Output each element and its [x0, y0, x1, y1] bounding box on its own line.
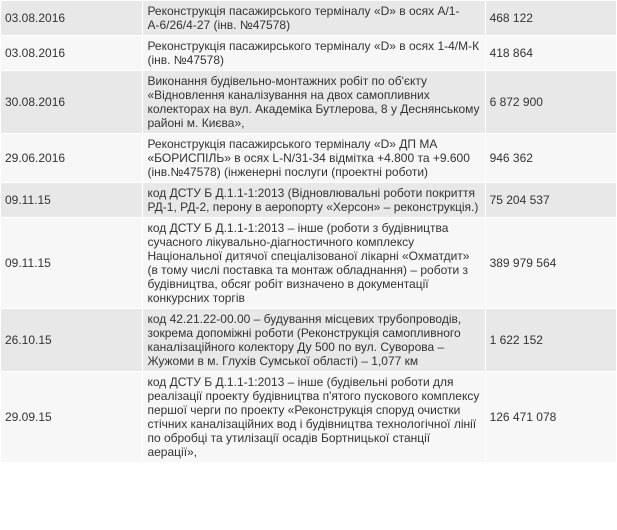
contract-amount: 1 622 152	[486, 309, 616, 371]
contract-description: Виконання будівельно-монтажних робіт по об'єкту «Відновлення каналізування на двох самопливних колекторах на вул. Академіка Бутлерова, 8 у Деснянському районі м. Києва»,	[143, 71, 484, 133]
contract-amount: 946 362	[486, 134, 616, 182]
contract-amount: 6 872 900	[486, 71, 616, 133]
table-row	[1, 134, 616, 182]
contract-description: Реконструкція пасажирського терміналу «D» в осях А/1-А-6/26/4-27 (інв. №47578)	[143, 1, 484, 35]
contract-description: код 42.21.22-00.00 – будування місцевих трубопроводів, зокрема допоміжні роботи (Реконструкція самопливного каналізаційного колектору Ду 500 по вул. Суворова – Жужоми в м. Глухів Сумської області) – 1,077 км	[143, 309, 484, 371]
table-row	[1, 309, 616, 371]
table-row	[1, 71, 616, 133]
contract-date: 30.08.2016	[1, 71, 142, 133]
contract-date: 29.09.15	[1, 372, 142, 462]
contract-description: код ДСТУ Б Д.1.1-1:2013 (Відновлювальні роботи покриття РД-1, РД-2, перону в аеропорту «Херсон» – реконструкція.)	[143, 183, 484, 217]
contract-description: код ДСТУ Б Д.1.1-1:2013 – інше (роботи з будівництва сучасного лікувально-діагностичного комплексу Національної дитячої спеціалізованої лікарні «Охматдит» (в тому числі поставка та монтаж обладнання) – роботи з будівництва, обсяг робіт визначено в документації конкурсних торгів	[143, 218, 484, 308]
table-row	[1, 36, 616, 70]
contract-date: 26.10.15	[1, 309, 142, 371]
contract-date: 03.08.2016	[1, 36, 142, 70]
contract-description: код ДСТУ Б Д.1.1-1:2013 – інше (будівельні роботи для реалізації проекту будівництва п'ятого пускового комплексу першої черги по проекту «Реконструкція споруд очистки стічних каналізаційних вод і будівництва технологічної лінії по обробці та утилізації осадів Бортницької станції аерації»,	[143, 372, 484, 462]
table-row	[1, 372, 616, 462]
contract-amount: 418 864	[486, 36, 616, 70]
contract-amount: 75 204 537	[486, 183, 616, 217]
contract-date: 29.06.2016	[1, 134, 142, 182]
contract-description: Реконструкція пасажирського терміналу «D» ДП МА «БОРИСПІЛЬ» в осях L-N/31-34 відмітка +4.800 та +9.600 (інв.№47578) (інженерні послуги (проектні роботи)	[143, 134, 484, 182]
table-row	[1, 1, 616, 35]
table-row	[1, 183, 616, 217]
contract-date: 09.11.15	[1, 183, 142, 217]
contract-amount: 389 979 564	[486, 218, 616, 308]
contract-date: 03.08.2016	[1, 1, 142, 35]
contract-amount: 468 122	[486, 1, 616, 35]
table-row	[1, 218, 616, 308]
contract-description: Реконструкція пасажирського терміналу «D» в осях 1-4/М-К (інв. №47578)	[143, 36, 484, 70]
contract-date: 09.11.15	[1, 218, 142, 308]
contract-amount: 126 471 078	[486, 372, 616, 462]
